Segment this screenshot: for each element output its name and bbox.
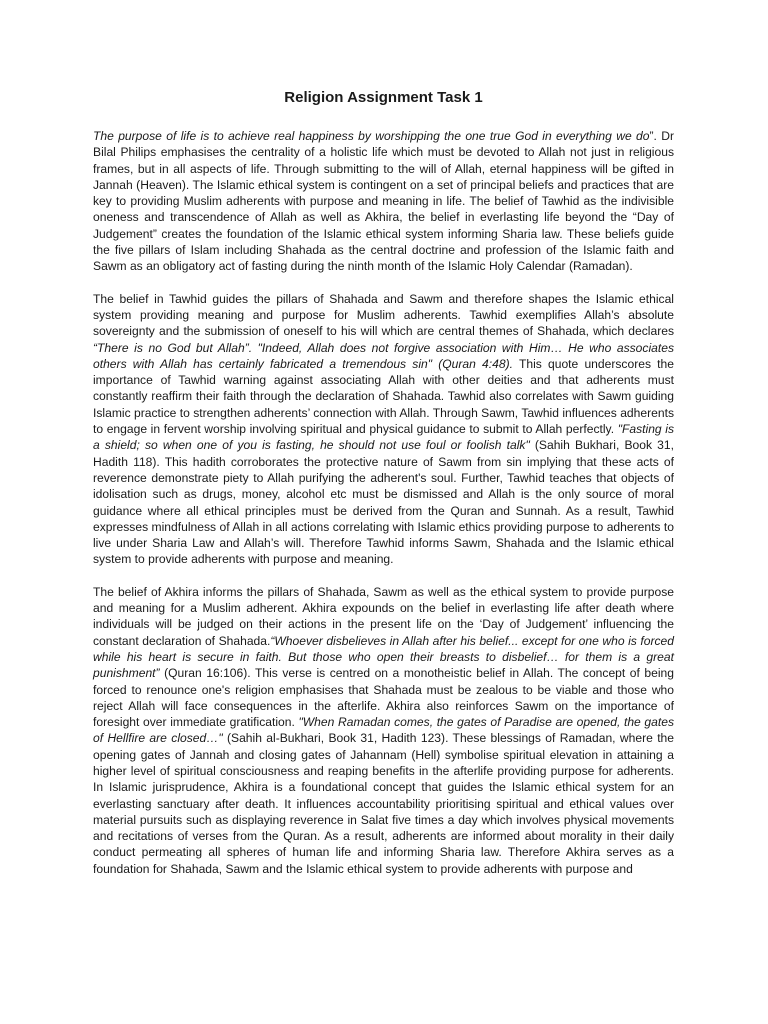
text-run: The belief in Tawhid guides the pillars of Shahada and Sawm and therefore shapes the Islamic ethical system providing meaning and purpose for Muslim adherents. Tawhid exemplifies Allah’s absolute sovereignty and the submission of oneself to his will which are central themes of Shahada, which declares — [93, 291, 674, 339]
text-run: “Whoever disbelieves in Allah after his belief... except for one who is forced while his heart is secure in faith. But those who open their breasts to disbelief… for them is a great punishment” — [93, 633, 674, 681]
paragraph-introduction — [93, 128, 674, 275]
document-page — [93, 88, 674, 893]
text-run: "When Ramadan comes, the gates of Paradise are opened, the gates of Hellfire are closed…" — [93, 715, 674, 746]
text-run: ”. Dr Bilal Philips emphasises the centrality of a holistic life which must be devoted to Allah not just in religious frames, but in all aspects of life. Through submitting to the will of Allah, eternal happiness will be gifted in Jannah (Heaven). The Islamic ethical system is contingent on a set of principal beliefs and practices that are key to providing Muslim adherents with purpose and meaning in life. The belief of Tawhid as the indivisible oneness and transcendence of Allah as well as Akhira, the belief in everlasting life beyond the “Day of Judgement” creates the foundation of the Islamic ethical system informing Sharia law. These beliefs guide the five pillars of Islam including Shahada as the central doctrine and profession of the Islamic faith and Sawm as an obligatory act of fasting during the ninth month of the Islamic Holy Calendar (Ramadan). — [93, 129, 674, 274]
text-run: The purpose of life is to achieve real happiness by worshipping the one true God in everything we do — [93, 129, 650, 143]
text-run: (Sahih Bukhari, Book 31, Hadith 118). This hadith corroborates the protective nature of Sawm from sin implying that these acts of reverence demonstrate piety to Allah purifying the adherent's soul. Further, Tawhid teaches that objects of idolisation such as drugs, money, alcohol etc must be dismissed and Allah is the only source of moral guidance where all ethical principles must be derived from the Quran and Sunnah. As a result, Tawhid expresses mindfulness of Allah in all actions correlating with Islamic ethics providing purpose to adherents to live under Sharia Law and Allah’s will. Therefore Tawhid informs Sawm, Shahada and the Islamic ethical system to provide adherents with purpose and meaning. — [93, 438, 674, 567]
document-title: Religion Assignment Task 1 — [284, 89, 483, 106]
text-run: The belief of Akhira informs the pillars of Shahada, Sawm as well as the ethical system to provide purpose and meaning for a Muslim adherent. Akhira expounds on the belief in everlasting life after death where individuals will be judged on their actions in the present life on the ‘Day of Judgement’ influencing the constant declaration of Shahada. — [93, 584, 674, 648]
text-run: “There is no God but Allah”. — [93, 340, 258, 355]
paragraph-tawhid — [93, 291, 674, 568]
text-run: "Fasting is a shield; so when one of you is fasting, he should not use foul or foolish talk" — [93, 422, 674, 453]
text-run: (Quran 16:106). This verse is centred on a monotheistic belief in Allah. The concept of being forced to renounce one's religion emphasises that Shahada must be zealous to be viable and those who reject Allah will face consequences in the afterlife. Akhira also reinforces Sawm on the importance of foresight over immediate gratification. — [93, 666, 674, 730]
text-run: (Sahih al-Bukhari, Book 31, Hadith 123). These blessings of Ramadan, where the opening gates of Jannah and closing gates of Jahannam (Hell) symbolise spiritual elevation in attaining a higher level of spiritual consciousness and reaping benefits in the afterlife providing purpose for adherents. In Islamic jurisprudence, Akhira is a foundational concept that guides the Islamic ethical system for an everlasting sanctuary after death. It influences accountability prioritising spiritual and ethical values over material pursuits such as displaying reverence in Salat five times a day which involves physical movements and recitations of verses from the Quran. As a result, adherents are informed about morality in their daily conduct permeating all spheres of human life and informing Sharia law. Therefore Akhira serves as a foundation for Shahada, Sawm and the Islamic ethical system to provide adherents with purpose and — [93, 731, 675, 876]
text-run: "Indeed, Allah does not forgive association with Him… He who associates others with Allah has certainly fabricated a tremendous sin" (Quran 4:48). — [93, 340, 674, 371]
text-run: This quote underscores the importance of Tawhid warning against associating Allah with other deities and that adherents must constantly reaffirm their faith through the declaration of Shahada. Tawhid also correlates with Sawm guiding Islamic practice to strengthen adherents’ connection with Allah. Through Sawm, Tawhid influences adherents to engage in fervent worship involving spiritual and physical guidance to submit to Allah perfectly. — [93, 356, 674, 437]
paragraph-akhira — [93, 584, 674, 877]
